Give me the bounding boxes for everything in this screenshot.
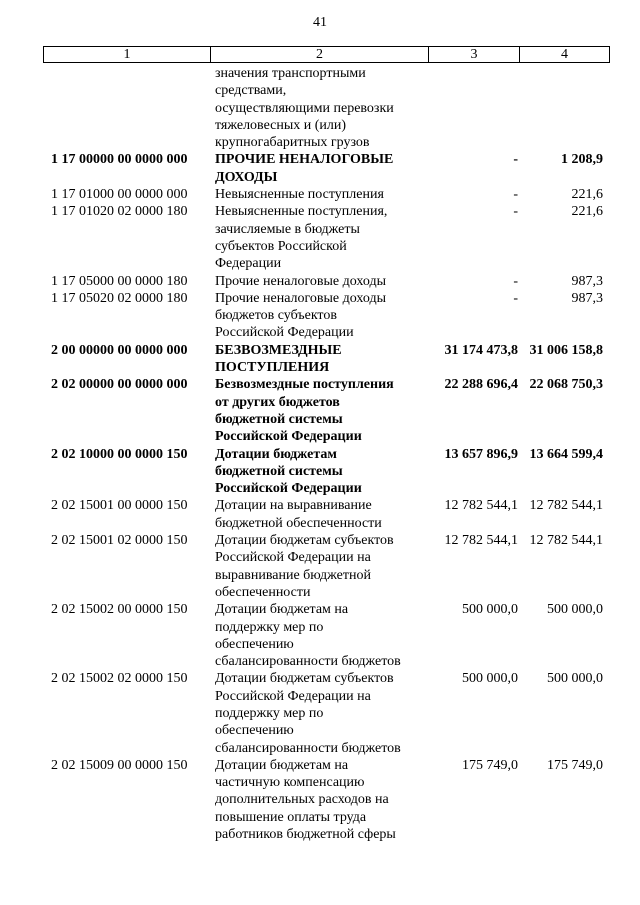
table-row bbox=[43, 290, 610, 342]
budget-code bbox=[43, 65, 210, 151]
revenue-name bbox=[210, 601, 428, 670]
revenue-name-line: значения транспортными bbox=[215, 66, 366, 81]
column-header-4: 4 bbox=[561, 47, 568, 62]
revenue-name-line: сбалансированности бюджетов bbox=[215, 654, 401, 670]
revenue-name-line: от других бюджетов bbox=[215, 394, 340, 410]
amount-col4: 500 000,0 bbox=[547, 671, 603, 687]
revenue-name bbox=[210, 376, 428, 445]
table-row bbox=[43, 151, 610, 186]
revenue-name-line: Безвозмездные поступления bbox=[215, 377, 394, 393]
revenue-name-line: крупногабаритных грузов bbox=[215, 135, 370, 151]
budget-code: 1 17 05000 00 0000 180 bbox=[51, 273, 188, 289]
amount-col3: 31 174 473,8 bbox=[444, 342, 518, 358]
amount-col4: 221,6 bbox=[571, 187, 603, 203]
revenue-name-line: осуществляющими перевозки bbox=[215, 100, 394, 116]
revenue-name-line: обеспечению bbox=[215, 636, 294, 652]
table-body bbox=[43, 65, 610, 843]
amount-col4: 221,6 bbox=[571, 204, 603, 220]
amount-col4: 500 000,0 bbox=[547, 602, 603, 618]
budget-code: 1 17 00000 00 0000 000 bbox=[51, 152, 188, 168]
amount-col4: 12 782 544,1 bbox=[529, 498, 603, 514]
revenue-name-line: Дотации бюджетам на bbox=[215, 602, 349, 618]
revenue-name-line: зачисляемые в бюджеты bbox=[215, 221, 360, 237]
revenue-name-line: Российской Федерации bbox=[215, 429, 362, 445]
amount-col3: - bbox=[513, 204, 518, 220]
revenue-name-line: поддержку мер по bbox=[215, 619, 324, 635]
revenue-name bbox=[210, 497, 428, 532]
revenue-name-line: субъектов Российской bbox=[215, 238, 347, 254]
amount-col4: 13 664 599,4 bbox=[529, 446, 603, 462]
amount-col3: 13 657 896,9 bbox=[444, 446, 518, 462]
amount-col3: 12 782 544,1 bbox=[444, 498, 518, 514]
table-row bbox=[43, 532, 610, 601]
amount-col4: 12 782 544,1 bbox=[529, 533, 603, 549]
amount-col3 bbox=[428, 65, 519, 151]
revenue-name bbox=[210, 65, 428, 151]
budget-code: 2 02 15002 00 0000 150 bbox=[51, 602, 188, 618]
budget-code: 2 00 00000 00 0000 000 bbox=[51, 342, 188, 358]
revenue-name bbox=[210, 670, 428, 756]
revenue-name-line: обеспеченности bbox=[215, 584, 311, 600]
amount-col4: 987,3 bbox=[571, 273, 603, 289]
budget-code: 2 02 15001 02 0000 150 bbox=[51, 533, 188, 549]
revenue-name-line: Российской Федерации bbox=[215, 325, 354, 341]
column-header-2: 2 bbox=[211, 47, 429, 62]
amount-col3: - bbox=[513, 152, 518, 168]
table-row bbox=[43, 65, 610, 151]
amount-col3: - bbox=[513, 187, 518, 203]
revenue-name-line: Дотации на выравнивание bbox=[215, 498, 372, 514]
table-row bbox=[43, 601, 610, 670]
amount-col3: 500 000,0 bbox=[462, 602, 518, 618]
revenue-name-line: Дотации бюджетам bbox=[215, 446, 337, 462]
revenue-name-line: дополнительных расходов на bbox=[215, 792, 389, 808]
revenue-name-line: поддержку мер по bbox=[215, 705, 324, 721]
revenue-name-line: сбалансированности бюджетов bbox=[215, 740, 401, 756]
table-row bbox=[43, 446, 610, 498]
revenue-name bbox=[210, 203, 428, 272]
budget-code: 1 17 01020 02 0000 180 bbox=[51, 204, 188, 220]
amount-col4: 31 006 158,8 bbox=[529, 342, 603, 358]
revenue-name-line: бюджетной системы bbox=[215, 463, 343, 479]
revenue-name-line: Федерации bbox=[215, 256, 282, 272]
revenue-name-line: Российской Федерации на bbox=[215, 688, 371, 704]
revenue-name-line: Российской Федерации bbox=[215, 481, 362, 497]
revenue-name-line: Невыясненные поступления, bbox=[215, 204, 388, 220]
revenue-name-line: ПРОЧИЕ НЕНАЛОГОВЫЕ bbox=[215, 152, 394, 168]
budget-code: 1 17 05020 02 0000 180 bbox=[51, 290, 188, 306]
column-header-1: 1 bbox=[44, 47, 211, 62]
amount-col4: 175 749,0 bbox=[547, 757, 603, 773]
budget-code: 2 02 00000 00 0000 000 bbox=[51, 377, 188, 393]
amount-col4: 1 208,9 bbox=[561, 152, 603, 168]
table-row bbox=[43, 497, 610, 532]
revenue-name-line: Прочие неналоговые доходы bbox=[215, 290, 387, 306]
revenue-name bbox=[210, 757, 428, 843]
amount-col4: 22 068 750,3 bbox=[529, 377, 603, 393]
table-row bbox=[43, 273, 610, 290]
revenue-name-line: тяжеловесных и (или) bbox=[215, 117, 347, 133]
table-row bbox=[43, 186, 610, 203]
column-header-3: 3 bbox=[429, 47, 520, 62]
revenue-name bbox=[210, 290, 428, 342]
page-number: 41 bbox=[313, 15, 327, 30]
table-row bbox=[43, 376, 610, 445]
revenue-name-line: Дотации бюджетам субъектов bbox=[215, 533, 394, 549]
revenue-name-line: ДОХОДЫ bbox=[215, 169, 278, 185]
table-row bbox=[43, 757, 610, 843]
revenue-name-line: Российской Федерации на bbox=[215, 550, 371, 566]
revenue-name-line: Дотации бюджетам субъектов bbox=[215, 671, 394, 687]
revenue-name bbox=[210, 151, 428, 186]
revenue-name-line: Невыясненные поступления bbox=[215, 187, 384, 203]
budget-code: 1 17 01000 00 0000 000 bbox=[51, 187, 188, 203]
table-row bbox=[43, 203, 610, 272]
amount-col3: 500 000,0 bbox=[462, 671, 518, 687]
revenue-name-line: ПОСТУПЛЕНИЯ bbox=[215, 360, 330, 376]
revenue-name-line: выравнивание бюджетной bbox=[215, 567, 371, 583]
revenue-name bbox=[210, 186, 428, 203]
revenue-name-line: бюджетов субъектов bbox=[215, 308, 337, 324]
amount-col3: 22 288 696,4 bbox=[444, 377, 518, 393]
table-row bbox=[43, 670, 610, 756]
revenue-name bbox=[210, 342, 428, 377]
budget-code: 2 02 15001 00 0000 150 bbox=[51, 498, 188, 514]
amount-col3: 175 749,0 bbox=[462, 757, 518, 773]
amount-col4: 987,3 bbox=[571, 290, 603, 306]
revenue-name-line: средствами, bbox=[215, 83, 287, 99]
revenue-name-line: Дотации бюджетам на bbox=[215, 757, 349, 773]
revenue-name bbox=[210, 273, 428, 290]
revenue-name-line: БЕЗВОЗМЕЗДНЫЕ bbox=[215, 342, 342, 358]
revenue-name bbox=[210, 532, 428, 601]
revenue-name-line: бюджетной обеспеченности bbox=[215, 515, 382, 531]
amount-col3: - bbox=[513, 290, 518, 306]
budget-code: 2 02 15002 02 0000 150 bbox=[51, 671, 188, 687]
table-header bbox=[43, 46, 610, 63]
budget-code: 2 02 15009 00 0000 150 bbox=[51, 757, 188, 773]
revenue-name-line: частичную компенсацию bbox=[215, 775, 365, 791]
revenue-name-line: бюджетной системы bbox=[215, 411, 343, 427]
revenue-name-line: обеспечению bbox=[215, 723, 294, 739]
revenue-name bbox=[210, 446, 428, 498]
table-row bbox=[43, 342, 610, 377]
amount-col4 bbox=[519, 65, 608, 151]
revenue-name-line: Прочие неналоговые доходы bbox=[215, 273, 387, 289]
amount-col3: - bbox=[513, 273, 518, 289]
revenue-name-line: повышение оплаты труда bbox=[215, 809, 367, 825]
budget-code: 2 02 10000 00 0000 150 bbox=[51, 446, 188, 462]
amount-col3: 12 782 544,1 bbox=[444, 533, 518, 549]
revenue-name-line: работников бюджетной сферы bbox=[215, 827, 396, 843]
